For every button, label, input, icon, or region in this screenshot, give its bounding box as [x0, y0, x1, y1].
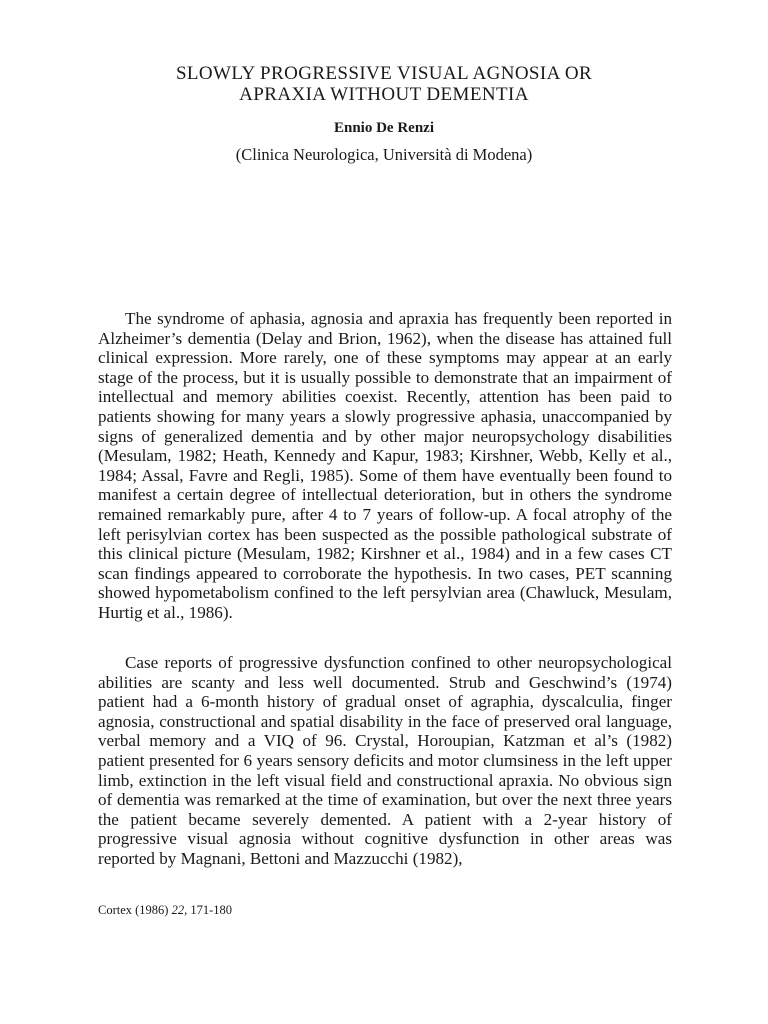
author-name: Ennio De Renzi [333, 120, 434, 136]
citation-footer [98, 903, 232, 918]
paper-title-line-1: SLOWLY PROGRESSIVE VISUAL AGNOSIA OR [175, 63, 593, 84]
footer-volume: 22, [171, 903, 188, 917]
author-affiliation: (Clinica Neurologica, Università di Modena) [235, 145, 533, 164]
footer-journal: Cortex (1986) [98, 903, 169, 917]
footer-pages: 171-180 [190, 903, 233, 917]
paper-title-line-2: APRAXIA WITHOUT DEMENTIA [239, 84, 529, 105]
body-paragraph-2-block [98, 653, 672, 869]
body-paragraph: The syndrome of aphasia, agnosia and apraxia has frequently been reported in Alzheimer’s dementia (Delay and Brion, 1962), when the disease has attained full clinical expression. More rarely, one of these symptoms may appear at an early stage of the process, but it is usually possible to demonstrate that an impairment of intellectual and memory abilities coexist. Recently, attention has been paid to patients showing for many years a slowly progressive aphasia, unaccompanied by signs of generalized dementia and by other major neuropsychology disabilities (Mesulam, 1982; Heath, Kennedy and Kapur, 1983; Kirshner, Webb, Kelly et al., 1984; Assal, Favre and Regli, 1985). Some of them have eventually been found to manifest a certain degree of intellectual deterioration, but in others the syndrome remained remarkably pure, after 4 to 7 years of follow-up. A focal atrophy of the left perisylvian cortex has been suspected as the possible pathological substrate of this clinical picture (Mesulam, 1982; Kirshner et al., 1984) and in a few cases CT scan findings appeared to corroborate the hypothesis. In two cases, PET scanning showed hypometabolism confined to the left persylvian area (Chawluck, Mesulam, Hurtig et al., 1986). [98, 309, 672, 622]
body-paragraph-1-block [98, 309, 672, 623]
body-paragraph: Case reports of progressive dysfunction confined to other neuropsychological abilities are scanty and less well documented. Strub and Geschwind’s (1974) patient had a 6-month history of gradual onset of agraphia, dyscalculia, finger agnosia, constructional and spatial disability in the face of preserved oral language, verbal memory and a VIQ of 96. Crystal, Horoupian, Katzman et al’s (1982) patient presented for 6 years sensory deficits and motor clumsiness in the left upper limb, extinction in the left visual field and constructional apraxia. No obvious sign of dementia was remarked at the time of examination, but over the next three years the patient became severely demented. A patient with a 2-year history of progressive visual agnosia without cognitive dysfunction in other areas was reported by Magnani, Bettoni and Mazzucchi (1982), [98, 653, 672, 868]
